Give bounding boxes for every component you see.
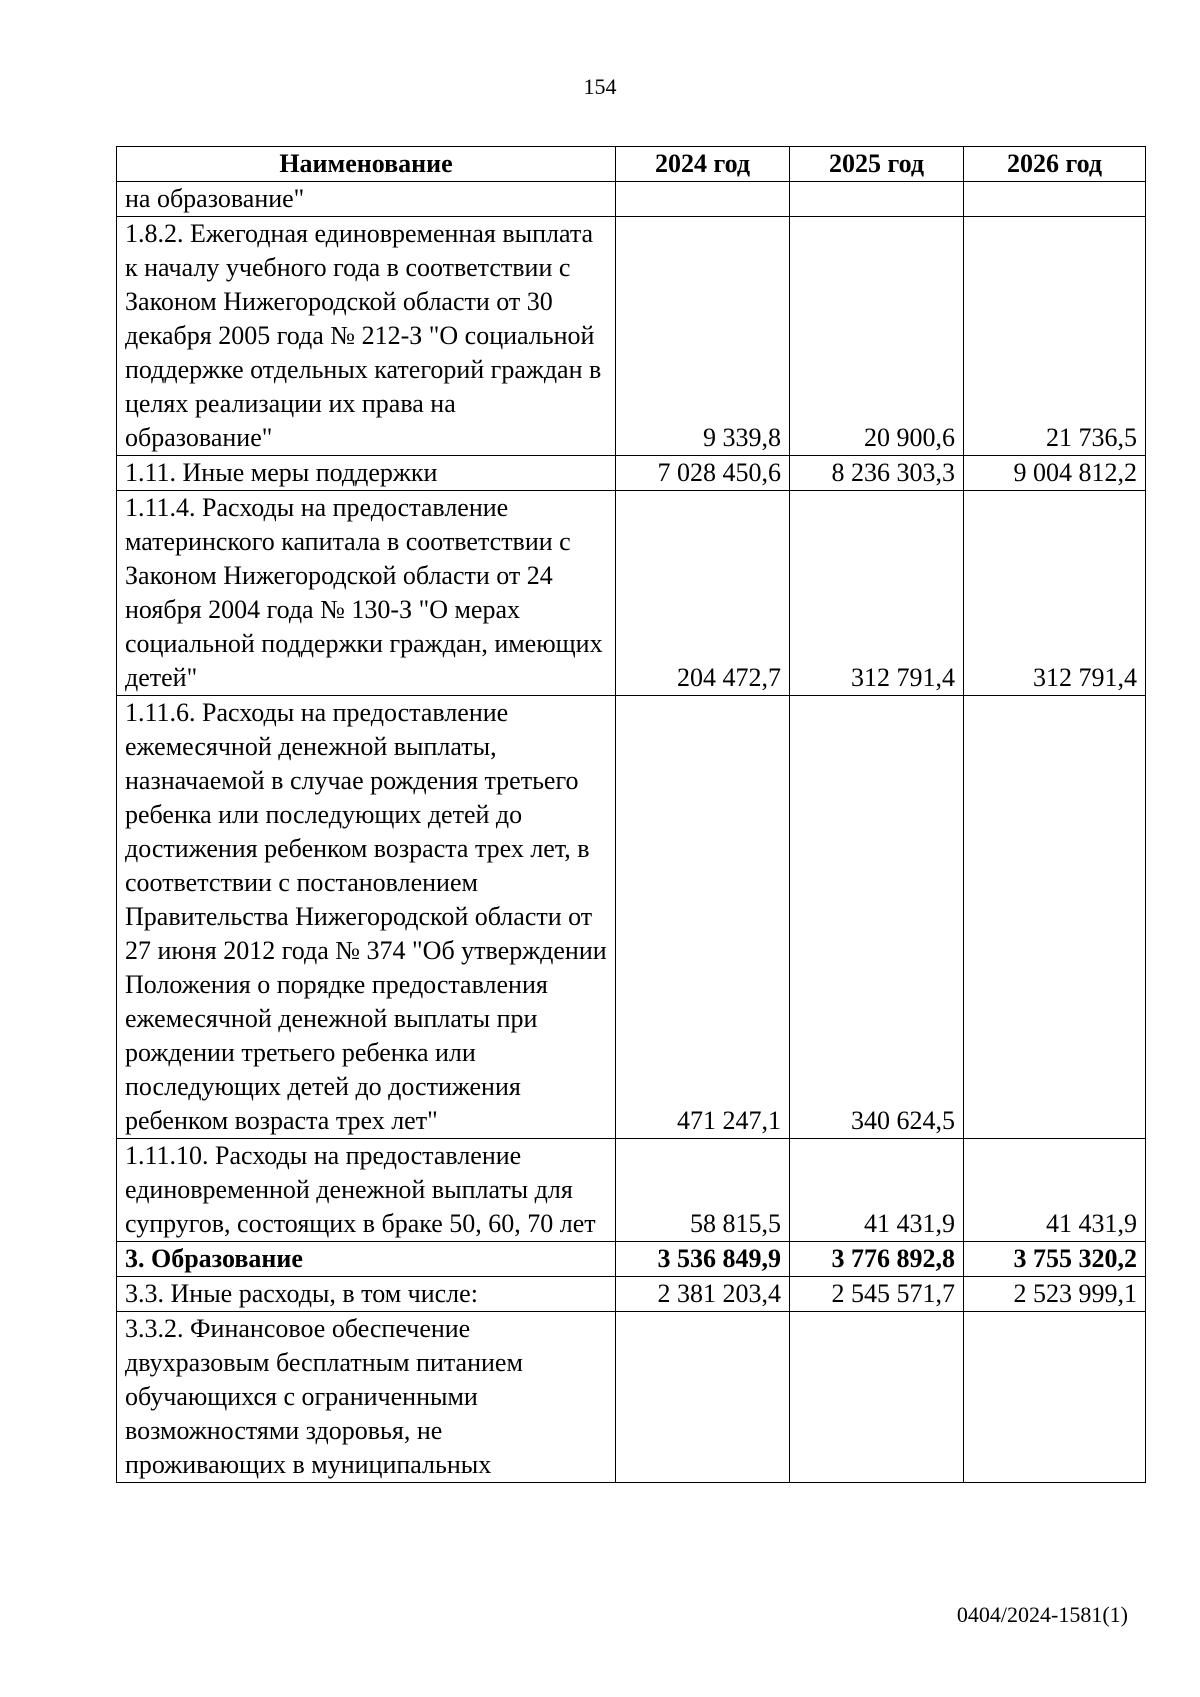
value-2026: 41 431,9 [964, 1139, 1146, 1242]
header-name: Наименование [117, 147, 616, 182]
row-name: 1.11. Иные меры поддержки [117, 456, 616, 491]
table-row [117, 491, 1146, 696]
value-2025: 2 545 571,7 [790, 1277, 964, 1312]
value-2025: 3 776 892,8 [790, 1242, 964, 1277]
value-2026 [964, 696, 1146, 1139]
row-name: 1.11.4. Расходы на предоставление материнского капитала в соответствии с Законом Нижегородской области от 24 ноября 2004 года № 130-З "О мерах социальной поддержки граждан, имеющих детей" [117, 491, 616, 696]
value-2025: 312 791,4 [790, 491, 964, 696]
table-row [117, 1277, 1146, 1312]
table-row [117, 182, 1146, 217]
value-2026: 21 736,5 [964, 217, 1146, 456]
value-2024: 7 028 450,6 [616, 456, 790, 491]
value-2024 [616, 1312, 790, 1483]
value-2024: 204 472,7 [616, 491, 790, 696]
value-2026: 3 755 320,2 [964, 1242, 1146, 1277]
value-2025: 8 236 303,3 [790, 456, 964, 491]
value-2025 [790, 182, 964, 217]
row-name: 3.3. Иные расходы, в том числе: [117, 1277, 616, 1312]
row-name: 3.3.2. Финансовое обеспечение двухразовым бесплатным питанием обучающихся с ограниченными возможностями здоровья, не проживающих в муниципальных [117, 1312, 616, 1483]
row-name: 3. Образование [117, 1242, 616, 1277]
header-2025: 2025 год [790, 147, 964, 182]
value-2026 [964, 182, 1146, 217]
value-2024: 2 381 203,4 [616, 1277, 790, 1312]
table-row [117, 1312, 1146, 1483]
value-2024: 471 247,1 [616, 696, 790, 1139]
table-row [117, 456, 1146, 491]
value-2026: 312 791,4 [964, 491, 1146, 696]
header-2026: 2026 год [964, 147, 1146, 182]
page-number: 154 [583, 74, 617, 99]
table-row [117, 696, 1146, 1139]
value-2026 [964, 1312, 1146, 1483]
value-2025: 41 431,9 [790, 1139, 964, 1242]
value-2025 [790, 1312, 964, 1483]
row-name: 1.11.6. Расходы на предоставление ежемесячной денежной выплаты, назначаемой в случае рождения третьего ребенка или последующих детей до достижения ребенком возраста трех лет, в соответствии с постановлением Правительства Нижегородской области от 27 июня 2012 года № 374 "Об утверждении Положения о порядке предоставления ежемесячной денежной выплаты при рождении третьего ребенка или последующих детей до достижения ребенком возраста трех лет" [117, 696, 616, 1139]
table-header-row [117, 147, 1146, 182]
value-2026: 9 004 812,2 [964, 456, 1146, 491]
row-name: 1.8.2. Ежегодная единовременная выплата к началу учебного года в соответствии с Законом Нижегородской области от 30 декабря 2005 года № 212-З "О социальной поддержке отдельных категорий граждан в целях реализации их права на образование" [117, 217, 616, 456]
value-2025: 20 900,6 [790, 217, 964, 456]
table-row [117, 217, 1146, 456]
value-2025: 340 624,5 [790, 696, 964, 1139]
row-name: на образование" [117, 182, 616, 217]
value-2024 [616, 182, 790, 217]
table-row [117, 1139, 1146, 1242]
value-2024: 58 815,5 [616, 1139, 790, 1242]
value-2024: 9 339,8 [616, 217, 790, 456]
value-2026: 2 523 999,1 [964, 1277, 1146, 1312]
document-code: 0404/2024-1581(1) [956, 1602, 1128, 1627]
table-row-section [117, 1242, 1146, 1277]
budget-table [116, 146, 1146, 1483]
value-2024: 3 536 849,9 [616, 1242, 790, 1277]
header-2024: 2024 год [616, 147, 790, 182]
row-name: 1.11.10. Расходы на предоставление единовременной денежной выплаты для супругов, состоящих в браке 50, 60, 70 лет [117, 1139, 616, 1242]
